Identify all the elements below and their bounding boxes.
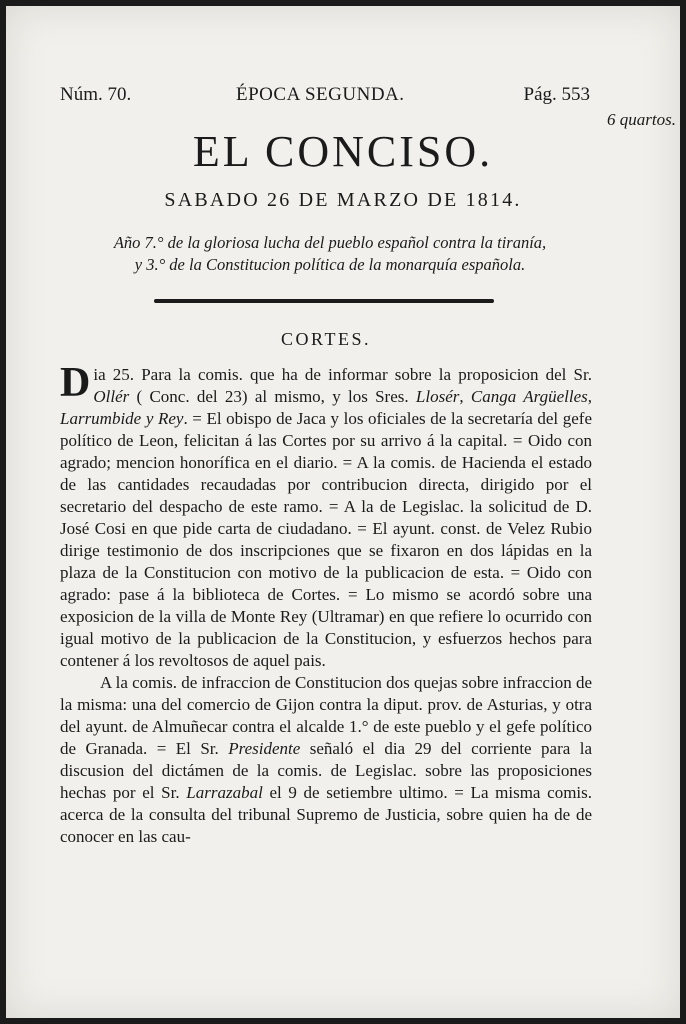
epoch-label: ÉPOCA SEGUNDA. <box>236 84 405 105</box>
section-divider <box>154 299 494 303</box>
issue-number: Núm. 70. <box>60 84 132 105</box>
paragraph-2: A la comis. de infraccion de Constitucion dos quejas sobre infraccion de la misma: una del comercio de Gijon contra la diput. prov. de Asturias, y otra del ayunt. de Almuñecar contra el alcalde 1.° de este pueblo y el gefe político de Granada. = El Sr. Presidente señaló el dia 29 del corriente para la discusion del dictámen de la comis. de Legislac. sobre las proposiciones hechas por el Sr. Larrazabal el 9 de setiembre ultimo. = La misma comis. acerca de la consulta del tribunal Supremo de Justicia, sobre quien ha de de conocer en las cau- <box>60 673 593 846</box>
motto-line-2: y 3.° de la Constitucion política de la monarquía española. <box>134 255 526 274</box>
section-heading: CORTES. <box>281 329 371 349</box>
motto <box>60 232 600 276</box>
article-body <box>60 360 593 848</box>
motto-line-1: Año 7.° de la gloriosa lucha del pueblo español contra la tiranía, <box>113 233 547 252</box>
newspaper-title: EL CONCISO. <box>192 127 494 176</box>
name-presidente: Presidente <box>228 739 301 758</box>
drop-cap: D <box>60 360 91 406</box>
name-oller: Ollér <box>93 387 130 406</box>
paragraph-1: Dia 25. Para la comis. que ha de informar sobre la proposicion del Sr. Ollér ( Conc. del 23) al mismo, y los Sres. Llosér, Canga Argüelles, Larrumbide y Rey. = El obispo de Jaca y los oficiales de la secretaría del gefe político de Leon, felicitan á las Cortes por su arrivo á la capital. = Oido con agrado; mencion honorífica en el diario. = A la comis. de Hacienda el estado de las cantidades recaudadas por contribucion directa, dirigido por el secretario del despacho de este ramo. = A la de Legislac. la solicitud de D. José Cosi en que pide carta de ciudadano. = El ayunt. const. de Velez Rubio dirige testimonio de dos inscripciones que se fixaron en dos lápidas en la plaza de la Constitucion con motivo de la publicacion de esta. = Oido con agrado: pase á la biblioteca de Cortes. = Lo mismo se acordó sobre una exposicion de la villa de Monte Rey (Ultramar) en que refiere lo ocurrido con igual motivo de la publicacion de la Constitucion, y esfuerzos hechos para contener á los revoltosos de aquel pais. <box>60 360 592 670</box>
price-label: 6 quartos. <box>607 110 676 129</box>
issue-date: SABADO 26 DE MARZO DE 1814. <box>164 189 522 211</box>
masthead-header <box>60 84 590 114</box>
name-larrazabal: Larrazabal <box>186 783 263 802</box>
name-canga-arguelles: Canga Argüelles <box>470 387 588 406</box>
page-number: Pág. 553 <box>523 84 590 105</box>
newspaper-page <box>6 6 680 1018</box>
name-lloser: Llosér <box>415 387 460 406</box>
name-larrumbide-rey: Larrumbide y Rey <box>60 409 184 428</box>
